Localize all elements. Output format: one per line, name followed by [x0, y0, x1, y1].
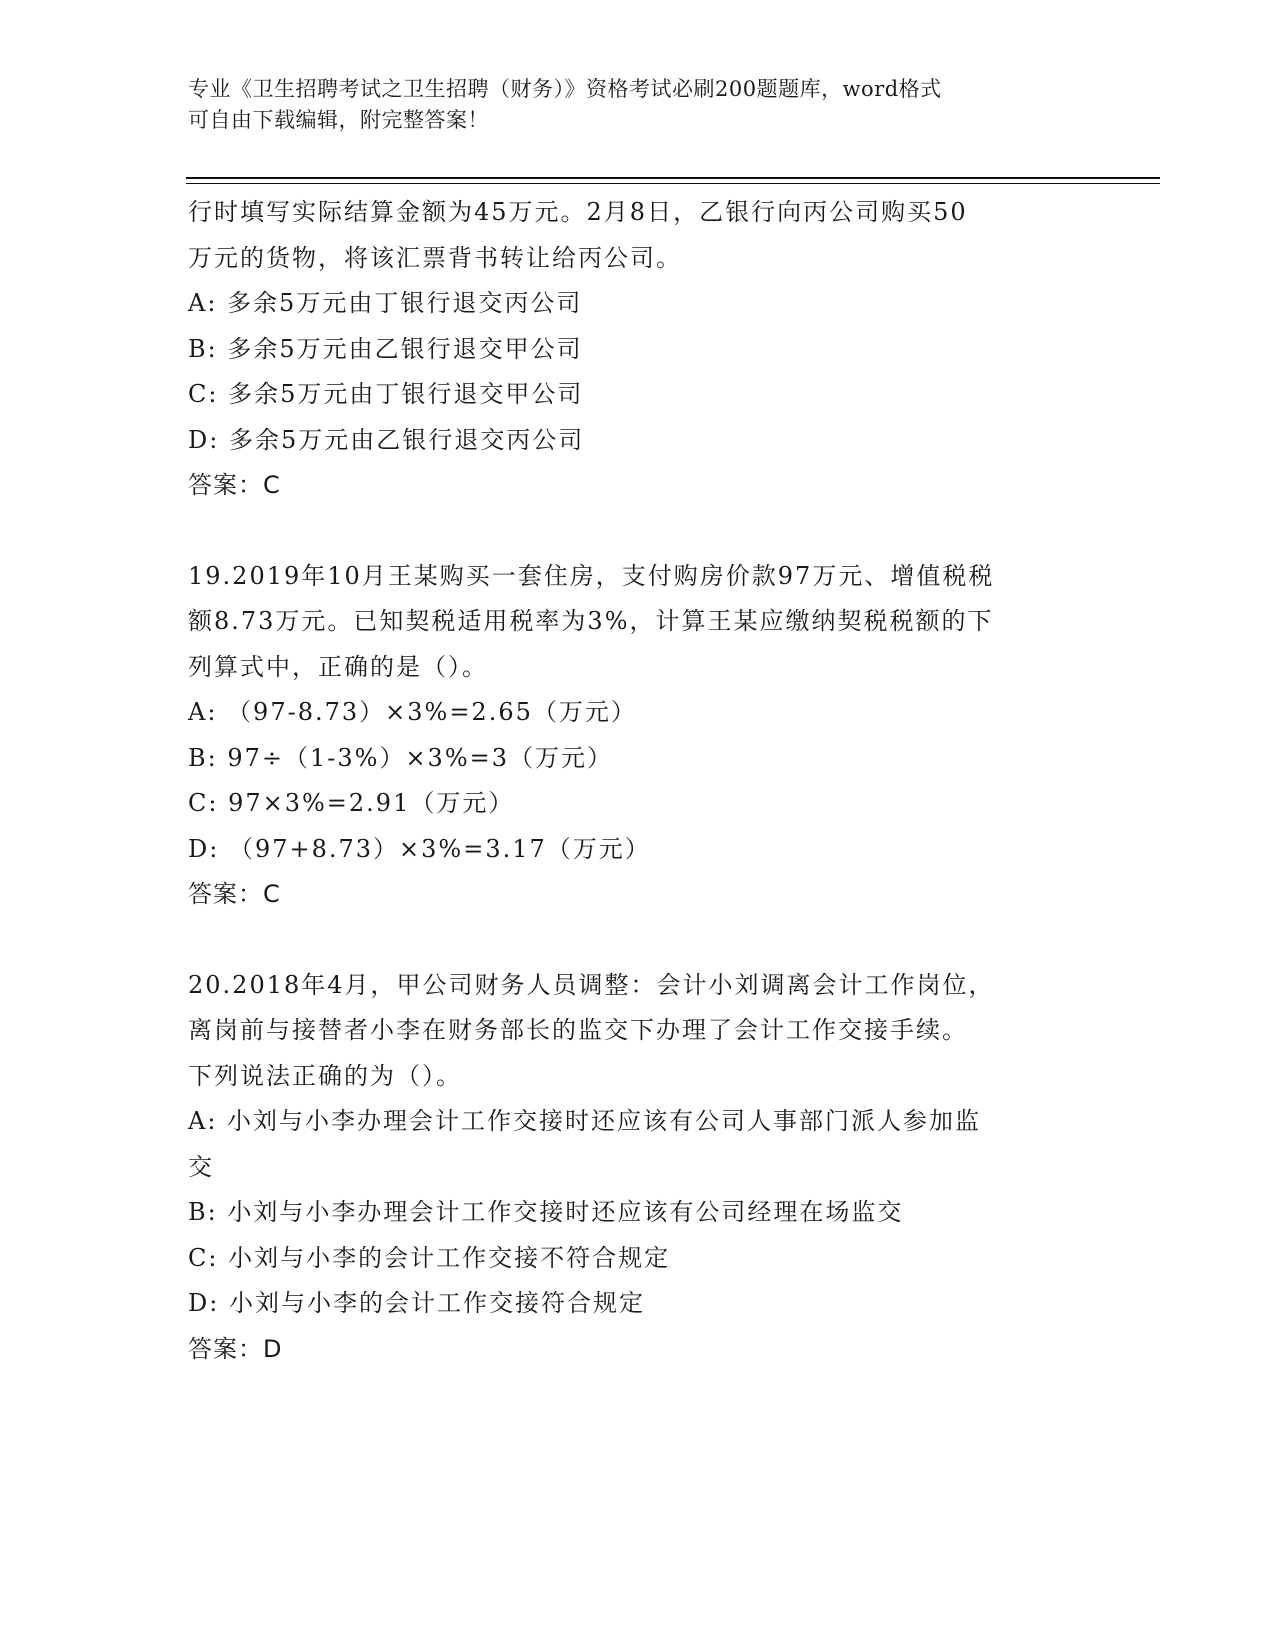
question-text-line: 额8.73万元。已知契税适用税率为3%，计算王某应缴纳契税税额的下 — [188, 607, 994, 635]
option-c: C: 小刘与小李的会计工作交接不符合规定 — [188, 1243, 671, 1272]
option-a-continued: 交 — [188, 1152, 214, 1181]
option-a: A: 小刘与小李办理会计工作交接时还应该有公司人事部门派人参加监 — [188, 1107, 982, 1135]
question-text-line: 20.2018年4月，甲公司财务人员调整：会计小刘调离会计工作岗位， — [188, 970, 995, 999]
header-rule-thin — [186, 183, 1160, 184]
option-b: B: 97÷（1-3%）×3%=3（万元） — [188, 743, 614, 772]
option-b: B: 多余5万元由乙银行退交甲公司 — [188, 334, 583, 363]
question-20 — [188, 963, 1088, 1373]
question-18-continued — [188, 190, 1088, 509]
option-b: B: 小刘与小李办理会计工作交接时还应该有公司经理在场监交 — [188, 1198, 904, 1226]
header-rule-thick — [186, 177, 1160, 179]
question-text-line: 列算式中，正确的是（）。 — [188, 652, 488, 681]
question-text-line: 行时填写实际结算金额为45万元。2月8日，乙银行向丙公司购买50 — [188, 198, 968, 226]
answer-line: 答案：C — [188, 880, 281, 908]
option-d: D: 多余5万元由乙银行退交丙公司 — [188, 425, 585, 454]
option-a: A: 多余5万元由丁银行退交丙公司 — [188, 289, 583, 317]
option-c: C: 多余5万元由丁银行退交甲公司 — [188, 380, 584, 408]
question-text-line: 万元的货物，将该汇票背书转让给丙公司。 — [188, 243, 682, 272]
question-text-line: 19.2019年10月王某购买一套住房，支付购房价款97万元、增值税税 — [188, 561, 995, 590]
answer-line: 答案：D — [188, 1334, 283, 1363]
header-line-2: 可自由下载编辑，附完整答案！ — [188, 108, 489, 132]
answer-line: 答案：C — [188, 471, 281, 499]
header-line-1: 专业《卫生招聘考试之卫生招聘（财务）》资格考试必刷200题题库，word格式 — [188, 77, 942, 101]
option-d: D: 小刘与小李的会计工作交接符合规定 — [188, 1289, 645, 1317]
option-a: A: （97-8.73）×3%=2.65（万元） — [188, 698, 637, 726]
document-body — [188, 190, 1088, 1372]
question-text-line: 离岗前与接替者小李在财务部长的监交下办理了会计工作交接手续。 — [188, 1016, 968, 1044]
question-19 — [188, 554, 1088, 918]
option-d: D: （97+8.73）×3%=3.17（万元） — [188, 834, 651, 863]
question-text-line: 下列说法正确的为（）。 — [188, 1061, 462, 1090]
document-header — [188, 74, 1088, 136]
option-c: C: 97×3%=2.91（万元） — [188, 789, 515, 817]
